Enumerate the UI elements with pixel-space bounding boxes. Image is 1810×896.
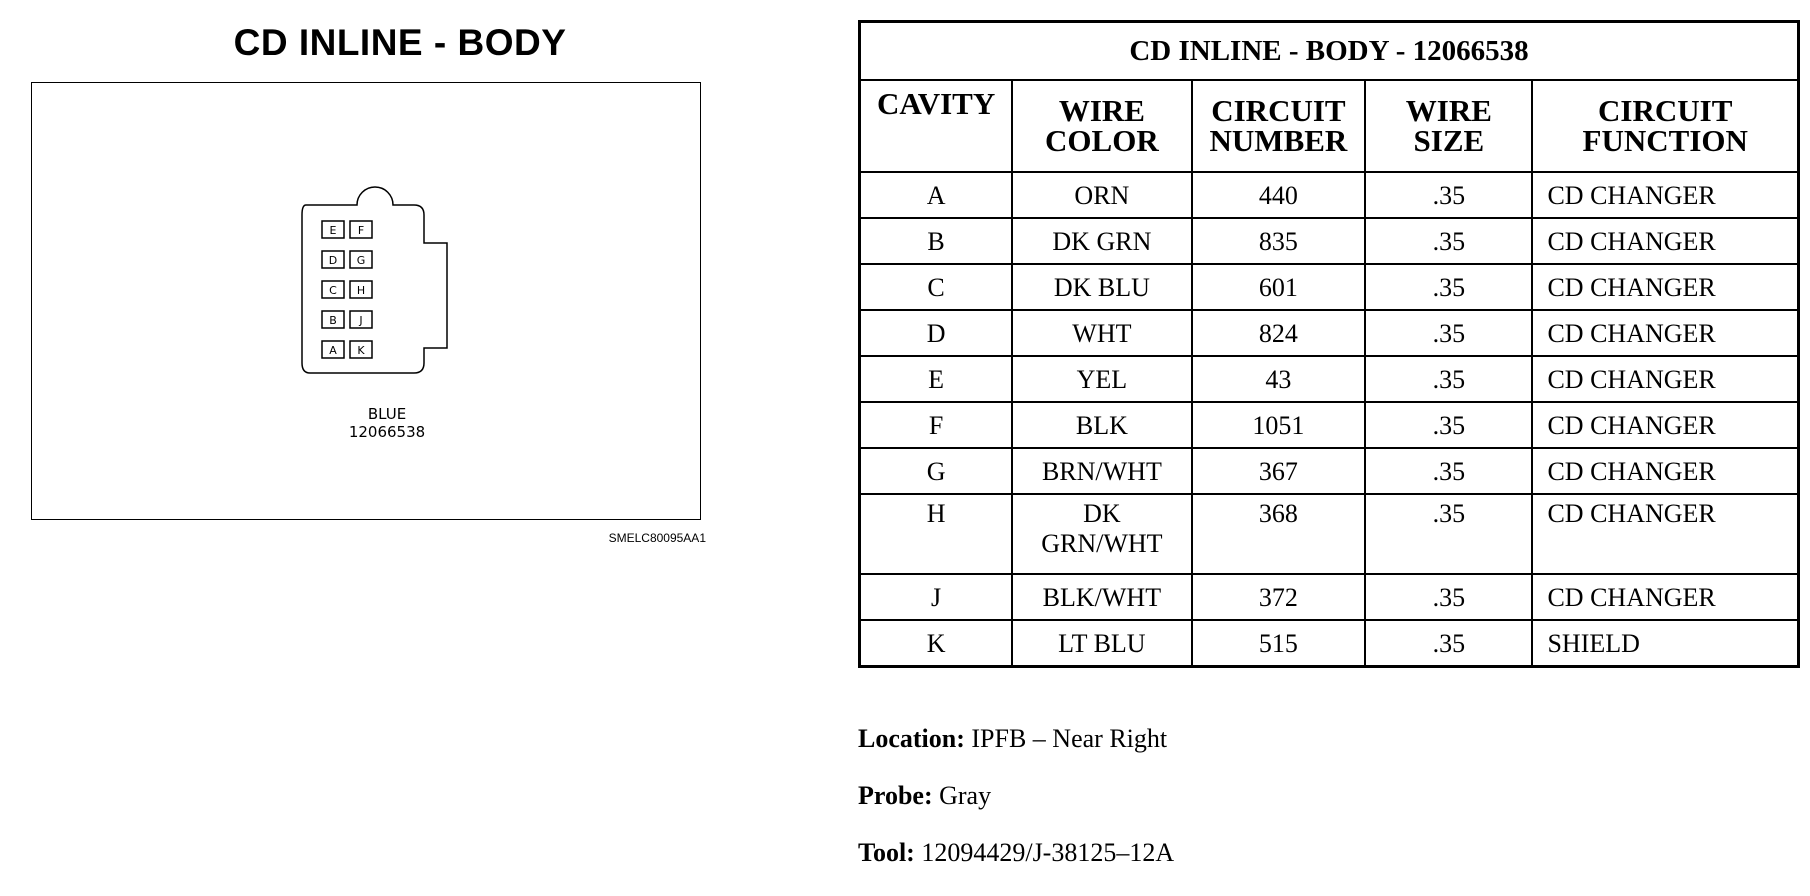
- cell-circuit-function: CD CHANGER: [1532, 574, 1798, 620]
- pin-label: A: [329, 344, 337, 357]
- cell-circuit-function: CD CHANGER: [1532, 448, 1798, 494]
- cell-wire-size: .35: [1365, 620, 1532, 666]
- header-wire-color: [1012, 80, 1191, 172]
- cell-wire-color: LT BLU: [1012, 620, 1191, 666]
- table-row: [860, 310, 1799, 356]
- cell-circuit-number: 367: [1192, 448, 1366, 494]
- cell-wire-size: .35: [1365, 574, 1532, 620]
- connector-diagram: [31, 82, 701, 520]
- table-row: [860, 356, 1799, 402]
- cell-wire-color-line2: GRN/WHT: [1041, 529, 1163, 558]
- pin-label: B: [329, 314, 337, 327]
- cell-circuit-function: CD CHANGER: [1532, 494, 1798, 574]
- header-text: CIRCUIT: [1598, 93, 1733, 128]
- cell-wire-size: .35: [1365, 494, 1532, 574]
- table-row: [860, 574, 1799, 620]
- pin-grid: [322, 221, 372, 358]
- pin-label: D: [328, 254, 338, 267]
- connector-part-number: 12066538: [348, 423, 426, 441]
- cell-circuit-function: CD CHANGER: [1532, 356, 1798, 402]
- pin-label: K: [357, 344, 365, 357]
- cell-wire-color: BLK/WHT: [1012, 574, 1191, 620]
- header-text: CIRCUIT: [1211, 93, 1346, 128]
- cell-cavity: D: [860, 310, 1013, 356]
- tool-line: [858, 838, 1174, 868]
- connector-outline: [32, 83, 702, 521]
- pin-label: F: [357, 224, 365, 237]
- cell-circuit-number: 440: [1192, 172, 1366, 218]
- cell-circuit-number: 1051: [1192, 402, 1366, 448]
- probe-line: [858, 781, 991, 811]
- cell-circuit-number: 43: [1192, 356, 1366, 402]
- cell-wire-color: BRN/WHT: [1012, 448, 1191, 494]
- pin-label: C: [329, 284, 337, 297]
- pin-label: G: [356, 254, 366, 267]
- probe-label: Probe:: [858, 781, 933, 810]
- header-text: COLOR: [1045, 123, 1159, 158]
- cell-wire-size: .35: [1365, 402, 1532, 448]
- cell-circuit-function: CD CHANGER: [1532, 402, 1798, 448]
- cell-cavity: K: [860, 620, 1013, 666]
- cell-wire-color-line1: DK: [1083, 499, 1121, 528]
- pin-label: E: [329, 224, 337, 237]
- header-text: WIRE: [1058, 93, 1145, 128]
- cell-circuit-number: 824: [1192, 310, 1366, 356]
- tool-value: 12094429/J-38125–12A: [921, 838, 1175, 867]
- header-cavity: [860, 80, 1013, 172]
- table-title: CD INLINE - BODY - 12066538: [860, 22, 1799, 81]
- cell-wire-size: .35: [1365, 448, 1532, 494]
- location-label: Location:: [858, 724, 965, 753]
- cell-wire-color: ORN: [1012, 172, 1191, 218]
- table-row: [860, 218, 1799, 264]
- location-value: IPFB – Near Right: [971, 724, 1168, 753]
- cell-circuit-function: CD CHANGER: [1532, 172, 1798, 218]
- cell-circuit-function: CD CHANGER: [1532, 264, 1798, 310]
- cell-circuit-number: 515: [1192, 620, 1366, 666]
- header-wire-size: [1365, 80, 1532, 172]
- cell-circuit-function: SHIELD: [1532, 620, 1798, 666]
- cell-cavity: C: [860, 264, 1013, 310]
- cell-circuit-number: 835: [1192, 218, 1366, 264]
- cell-cavity: F: [860, 402, 1013, 448]
- pin-label: H: [356, 284, 366, 297]
- cell-wire-size: .35: [1365, 310, 1532, 356]
- cell-cavity: A: [860, 172, 1013, 218]
- cell-cavity: G: [860, 448, 1013, 494]
- cell-wire-color: DK GRN: [1012, 218, 1191, 264]
- cell-circuit-number: 368: [1192, 494, 1366, 574]
- table-row: [860, 620, 1799, 666]
- table-row: [860, 264, 1799, 310]
- figure-id: SMELC80095AA1: [608, 531, 706, 545]
- cell-cavity: E: [860, 356, 1013, 402]
- pinout-table: [858, 20, 1800, 668]
- cell-wire-size: .35: [1365, 356, 1532, 402]
- header-text: WIRE: [1405, 93, 1492, 128]
- connector-body: [302, 187, 447, 373]
- table-row: [860, 172, 1799, 218]
- header-circuit-number: [1192, 80, 1366, 172]
- cell-cavity: B: [860, 218, 1013, 264]
- header-circuit-function: [1532, 80, 1798, 172]
- probe-value: Gray: [939, 781, 992, 810]
- cell-wire-color: WHT: [1012, 310, 1191, 356]
- tool-label: Tool:: [858, 838, 915, 867]
- cell-wire-color: BLK: [1012, 402, 1191, 448]
- cell-wire-color: [1012, 494, 1191, 574]
- connector-color-label: BLUE: [367, 405, 407, 423]
- cell-wire-size: .35: [1365, 264, 1532, 310]
- header-text: FUNCTION: [1582, 123, 1748, 158]
- cell-wire-size: .35: [1365, 172, 1532, 218]
- cell-wire-size: .35: [1365, 218, 1532, 264]
- cell-circuit-function: CD CHANGER: [1532, 310, 1798, 356]
- cell-circuit-number: 372: [1192, 574, 1366, 620]
- cell-circuit-function: CD CHANGER: [1532, 218, 1798, 264]
- cell-cavity: J: [860, 574, 1013, 620]
- location-line: [858, 724, 1167, 754]
- cell-wire-color: DK BLU: [1012, 264, 1191, 310]
- table-row: [860, 494, 1799, 574]
- cell-wire-color: YEL: [1012, 356, 1191, 402]
- pin-label: J: [359, 314, 363, 327]
- cell-cavity: H: [860, 494, 1013, 574]
- table-row: [860, 448, 1799, 494]
- diagram-title: CD INLINE - BODY: [233, 22, 567, 63]
- cell-circuit-number: 601: [1192, 264, 1366, 310]
- table-row: [860, 402, 1799, 448]
- header-cavity-text: CAVITY: [876, 86, 996, 121]
- header-text: SIZE: [1413, 123, 1485, 158]
- header-text: NUMBER: [1209, 123, 1348, 158]
